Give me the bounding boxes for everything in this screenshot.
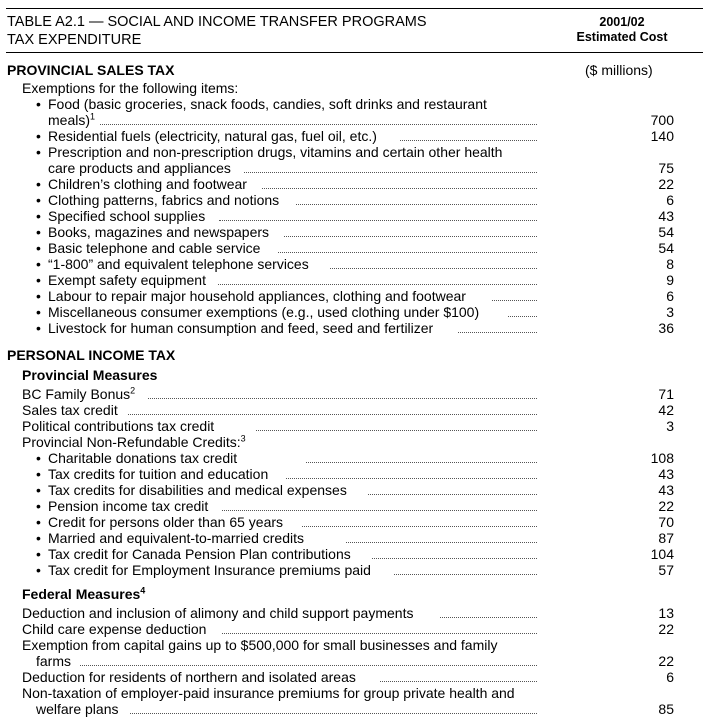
item-label: Deduction and inclusion of alimony and child support payments bbox=[22, 605, 414, 621]
item-value: 104 bbox=[650, 546, 674, 562]
item-label: Deduction for residents of northern and isolated areas bbox=[22, 669, 356, 685]
item-value: 700 bbox=[650, 112, 674, 128]
item-label: Exempt safety equipment bbox=[48, 272, 206, 288]
item-value: 108 bbox=[650, 450, 674, 466]
item-value: 22 bbox=[658, 498, 674, 514]
section-title-pit: PERSONAL INCOME TAX bbox=[7, 347, 176, 363]
item-label: welfare plans bbox=[36, 701, 119, 717]
section-title-pst: PROVINCIAL SALES TAX bbox=[7, 62, 175, 78]
item-label: farms bbox=[36, 653, 71, 669]
item-label: care products and appliances bbox=[48, 160, 231, 176]
item-label: Miscellaneous consumer exemptions (e.g., used clothing under $100) bbox=[48, 304, 480, 320]
item-label: Books, magazines and newspapers bbox=[48, 224, 270, 240]
item-value: 57 bbox=[658, 562, 674, 578]
item-value: 22 bbox=[658, 653, 674, 669]
item-label: Livestock for human consumption and feed, seed and fertilizer bbox=[48, 320, 434, 336]
column-header bbox=[555, 15, 689, 45]
item-value: 140 bbox=[650, 128, 674, 144]
item-label: Married and equivalent-to-married credits bbox=[48, 530, 304, 546]
item-value: 42 bbox=[658, 402, 674, 418]
item-value: 85 bbox=[658, 701, 674, 717]
column-header-label: Estimated Cost bbox=[576, 30, 668, 44]
item-value: 87 bbox=[658, 530, 674, 546]
header-rule bbox=[6, 52, 703, 53]
item-label: Tax credit for Canada Pension Plan contributions bbox=[48, 546, 351, 562]
item-label: meals) bbox=[48, 112, 91, 128]
item-value: 13 bbox=[658, 605, 674, 621]
pst-intro: Exemptions for the following items: bbox=[22, 80, 239, 96]
item-label: Credit for persons older than 65 years bbox=[48, 514, 284, 530]
item-label: Child care expense deduction bbox=[22, 621, 207, 637]
item-value: 22 bbox=[658, 621, 674, 637]
table-title bbox=[7, 13, 427, 49]
footnote-marker: 3 bbox=[240, 433, 246, 444]
item-label: Political contributions tax credit bbox=[22, 418, 215, 434]
footnote-marker: 2 bbox=[130, 385, 136, 396]
item-label: Basic telephone and cable service bbox=[48, 240, 261, 256]
table-title-line1: TABLE A2.1 — SOCIAL AND INCOME TRANSFER PROGRAMS bbox=[7, 14, 427, 30]
item-label: Non-taxation of employer-paid insurance premiums for group private health and bbox=[22, 685, 515, 701]
column-header-year: 2001/02 bbox=[599, 15, 645, 29]
item-value: 43 bbox=[658, 482, 674, 498]
item-label: BC Family Bonus bbox=[22, 386, 131, 402]
item-value: 71 bbox=[658, 386, 674, 402]
item-label: Provincial Non-Refundable Credits: bbox=[22, 434, 241, 450]
item-value: 3 bbox=[666, 304, 674, 320]
footnote-marker: 4 bbox=[140, 585, 146, 596]
item-value: 6 bbox=[666, 669, 674, 685]
tax-expenditure-table: TABLE A2.1 — SOCIAL AND INCOME TRANSFER PROGRAMS TAX EXPENDITURE 2001/02 Estimated Cost PROVINCIAL SALES TAX ($ millions) Exemptions for the following items: • Food (basic groceries, snack foods, candies, soft drinks and restaurant meals)$^1$ 700 • Residential fuels (electricity, natural gas, fuel oil, etc.) 140 • Prescription and non-prescription drugs, vitamins and certain other health care products and appliances 75 • Children’s clothing and footwear 22 • Clothing patterns, fabrics and notions 6 • Specified school supplies 43 • Books, magazines and newspapers 54 • Basic telephone and cable service 54 • “1-800” and equivalent telephone services 8 • Exempt safety equipment 9 • Labour to repair major household appliances, clothing and footwear 6 • Miscellaneous consumer exemptions (e.g., used clothing under $100) 3 • Livestock for human consumption and feed, seed and fertilizer 36 PERSONAL INCOME TAX Provincial Measures BC Family Bonus$^2$ 71 Sales tax credit 42 Political contributions tax credit 3 Provincial Non-Refundable Credits:$^3$ • Charitable donations tax credit 108 • Tax credits for tuition and education 43 • Tax credits for disabilities and medical expenses 43 • Pension income tax credit 22 • Credit for persons older than 65 years 70 • Married and equivalent-to-married credits 87 • Tax credit for Canada Pension Plan contributions 104 • Tax credit for Employment Insurance premiums paid 57 Federal Measures$^4$ Deduction and inclusion of alimony and child support payments 13 Child care expense deduction 22 Exemption from capital gains up to $500,000 for small businesses and family farms 22 Deduction for residents of northern and isolated areas 6 Non-taxation of employer-paid insurance premiums for group private health and welfare plans 85 bbox=[0, 0, 710, 728]
item-label: Children’s clothing and footwear bbox=[48, 176, 247, 192]
item-label: Tax credits for tuition and education bbox=[48, 466, 269, 482]
footnote-marker: 1 bbox=[90, 111, 96, 122]
item-label: Prescription and non-prescription drugs, vitamins and certain other health bbox=[48, 144, 503, 160]
item-value: 75 bbox=[658, 160, 674, 176]
item-label: Pension income tax credit bbox=[48, 498, 209, 514]
item-value: 8 bbox=[666, 256, 674, 272]
item-label: Tax credits for disabilities and medical expenses bbox=[48, 482, 347, 498]
item-label: Residential fuels (electricity, natural gas, fuel oil, etc.) bbox=[48, 128, 377, 144]
item-value: 70 bbox=[658, 514, 674, 530]
item-value: 3 bbox=[666, 418, 674, 434]
item-label: Sales tax credit bbox=[22, 402, 118, 418]
item-label: Exemption from capital gains up to $500,000 for small businesses and family bbox=[22, 637, 498, 653]
item-value: 9 bbox=[666, 272, 674, 288]
subsection-title-provincial: Provincial Measures bbox=[22, 367, 158, 383]
item-label: Tax credit for Employment Insurance premiums paid bbox=[48, 562, 371, 578]
item-value: 54 bbox=[658, 224, 674, 240]
item-label: Clothing patterns, fabrics and notions bbox=[48, 192, 280, 208]
subsection-title-federal bbox=[22, 586, 145, 602]
item-value: 6 bbox=[666, 288, 674, 304]
item-value: 43 bbox=[658, 208, 674, 224]
item-value: 22 bbox=[658, 176, 674, 192]
item-value: 36 bbox=[658, 320, 674, 336]
item-value: 6 bbox=[666, 192, 674, 208]
item-label: Specified school supplies bbox=[48, 208, 206, 224]
item-label: “1-800” and equivalent telephone services bbox=[48, 256, 309, 272]
item-value: 54 bbox=[658, 240, 674, 256]
units-label: ($ millions) bbox=[585, 62, 653, 78]
subsection-title-text: Federal Measures bbox=[22, 586, 141, 602]
item-label: Labour to repair major household appliances, clothing and footwear bbox=[48, 288, 466, 304]
table-title-line2: TAX EXPENDITURE bbox=[7, 32, 142, 48]
item-label: Charitable donations tax credit bbox=[48, 450, 238, 466]
top-rule bbox=[6, 8, 703, 9]
item-label: Food (basic groceries, snack foods, candies, soft drinks and restaurant bbox=[48, 96, 487, 112]
item-value: 43 bbox=[658, 466, 674, 482]
